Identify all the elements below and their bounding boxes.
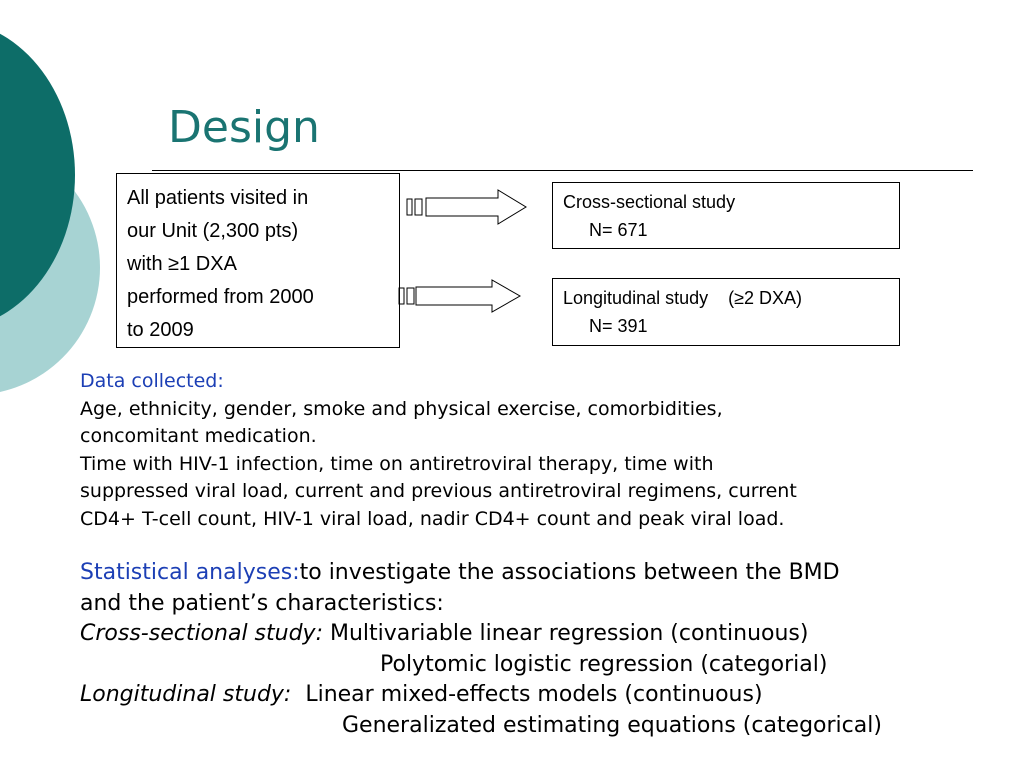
data-collected-line: Age, ethnicity, gender, smoke and physical exercise, comorbidities, bbox=[80, 397, 723, 420]
spacer bbox=[80, 533, 980, 558]
longitudinal-method-1: Linear mixed-effects models (continuous) bbox=[291, 682, 763, 707]
cross-sectional-method-label: Cross-sectional study: bbox=[80, 621, 323, 646]
arrow-right-icon bbox=[396, 278, 526, 318]
arrow-right-icon bbox=[404, 187, 534, 227]
statistical-analyses-intro-line2: and the patient’s characteristics: bbox=[80, 590, 444, 616]
slide-title: Design bbox=[168, 102, 320, 153]
longitudinal-method-label: Longitudinal study: bbox=[80, 682, 292, 707]
longitudinal-method-2: Generalizated estimating equations (categorical) bbox=[342, 712, 882, 738]
cross-sectional-label: Cross-sectional study bbox=[563, 192, 736, 212]
title-divider bbox=[152, 170, 973, 171]
longitudinal-box bbox=[552, 278, 900, 346]
source-box-line: to 2009 bbox=[127, 319, 194, 341]
longitudinal-label: Longitudinal study (≥2 DXA) bbox=[563, 288, 803, 308]
source-box-line: our Unit (2,300 pts) bbox=[127, 220, 299, 242]
statistical-analyses-section bbox=[80, 558, 980, 741]
cross-sectional-n: N= 671 bbox=[589, 220, 648, 240]
source-box-line: with ≥1 DXA bbox=[127, 253, 237, 275]
statistical-analyses-heading: Statistical analyses: bbox=[80, 560, 300, 585]
cross-sectional-box bbox=[552, 182, 900, 249]
data-collected-line: Time with HIV-1 infection, time on antiretroviral therapy, time with bbox=[80, 452, 714, 475]
cross-sectional-method-1: Multivariable linear regression (continuous) bbox=[322, 621, 809, 646]
data-collected-line: concomitant medication. bbox=[80, 425, 317, 447]
statistical-analyses-intro: to investigate the associations between the BMD bbox=[299, 560, 840, 585]
source-box-line: All patients visited in bbox=[127, 187, 309, 209]
data-collected-line: suppressed viral load, current and previous antiretroviral regimens, current bbox=[80, 480, 797, 502]
data-collected-line: CD4+ T-cell count, HIV-1 viral load, nadir CD4+ count and peak viral load. bbox=[80, 507, 785, 530]
data-collected-heading: Data collected: bbox=[80, 370, 224, 392]
slide-body bbox=[80, 368, 980, 741]
source-box bbox=[116, 173, 400, 348]
cross-sectional-method-2: Polytomic logistic regression (categorial) bbox=[380, 651, 828, 677]
source-box-line: performed from 2000 bbox=[127, 286, 314, 308]
longitudinal-n: N= 391 bbox=[589, 316, 648, 336]
data-collected-section bbox=[80, 368, 980, 533]
